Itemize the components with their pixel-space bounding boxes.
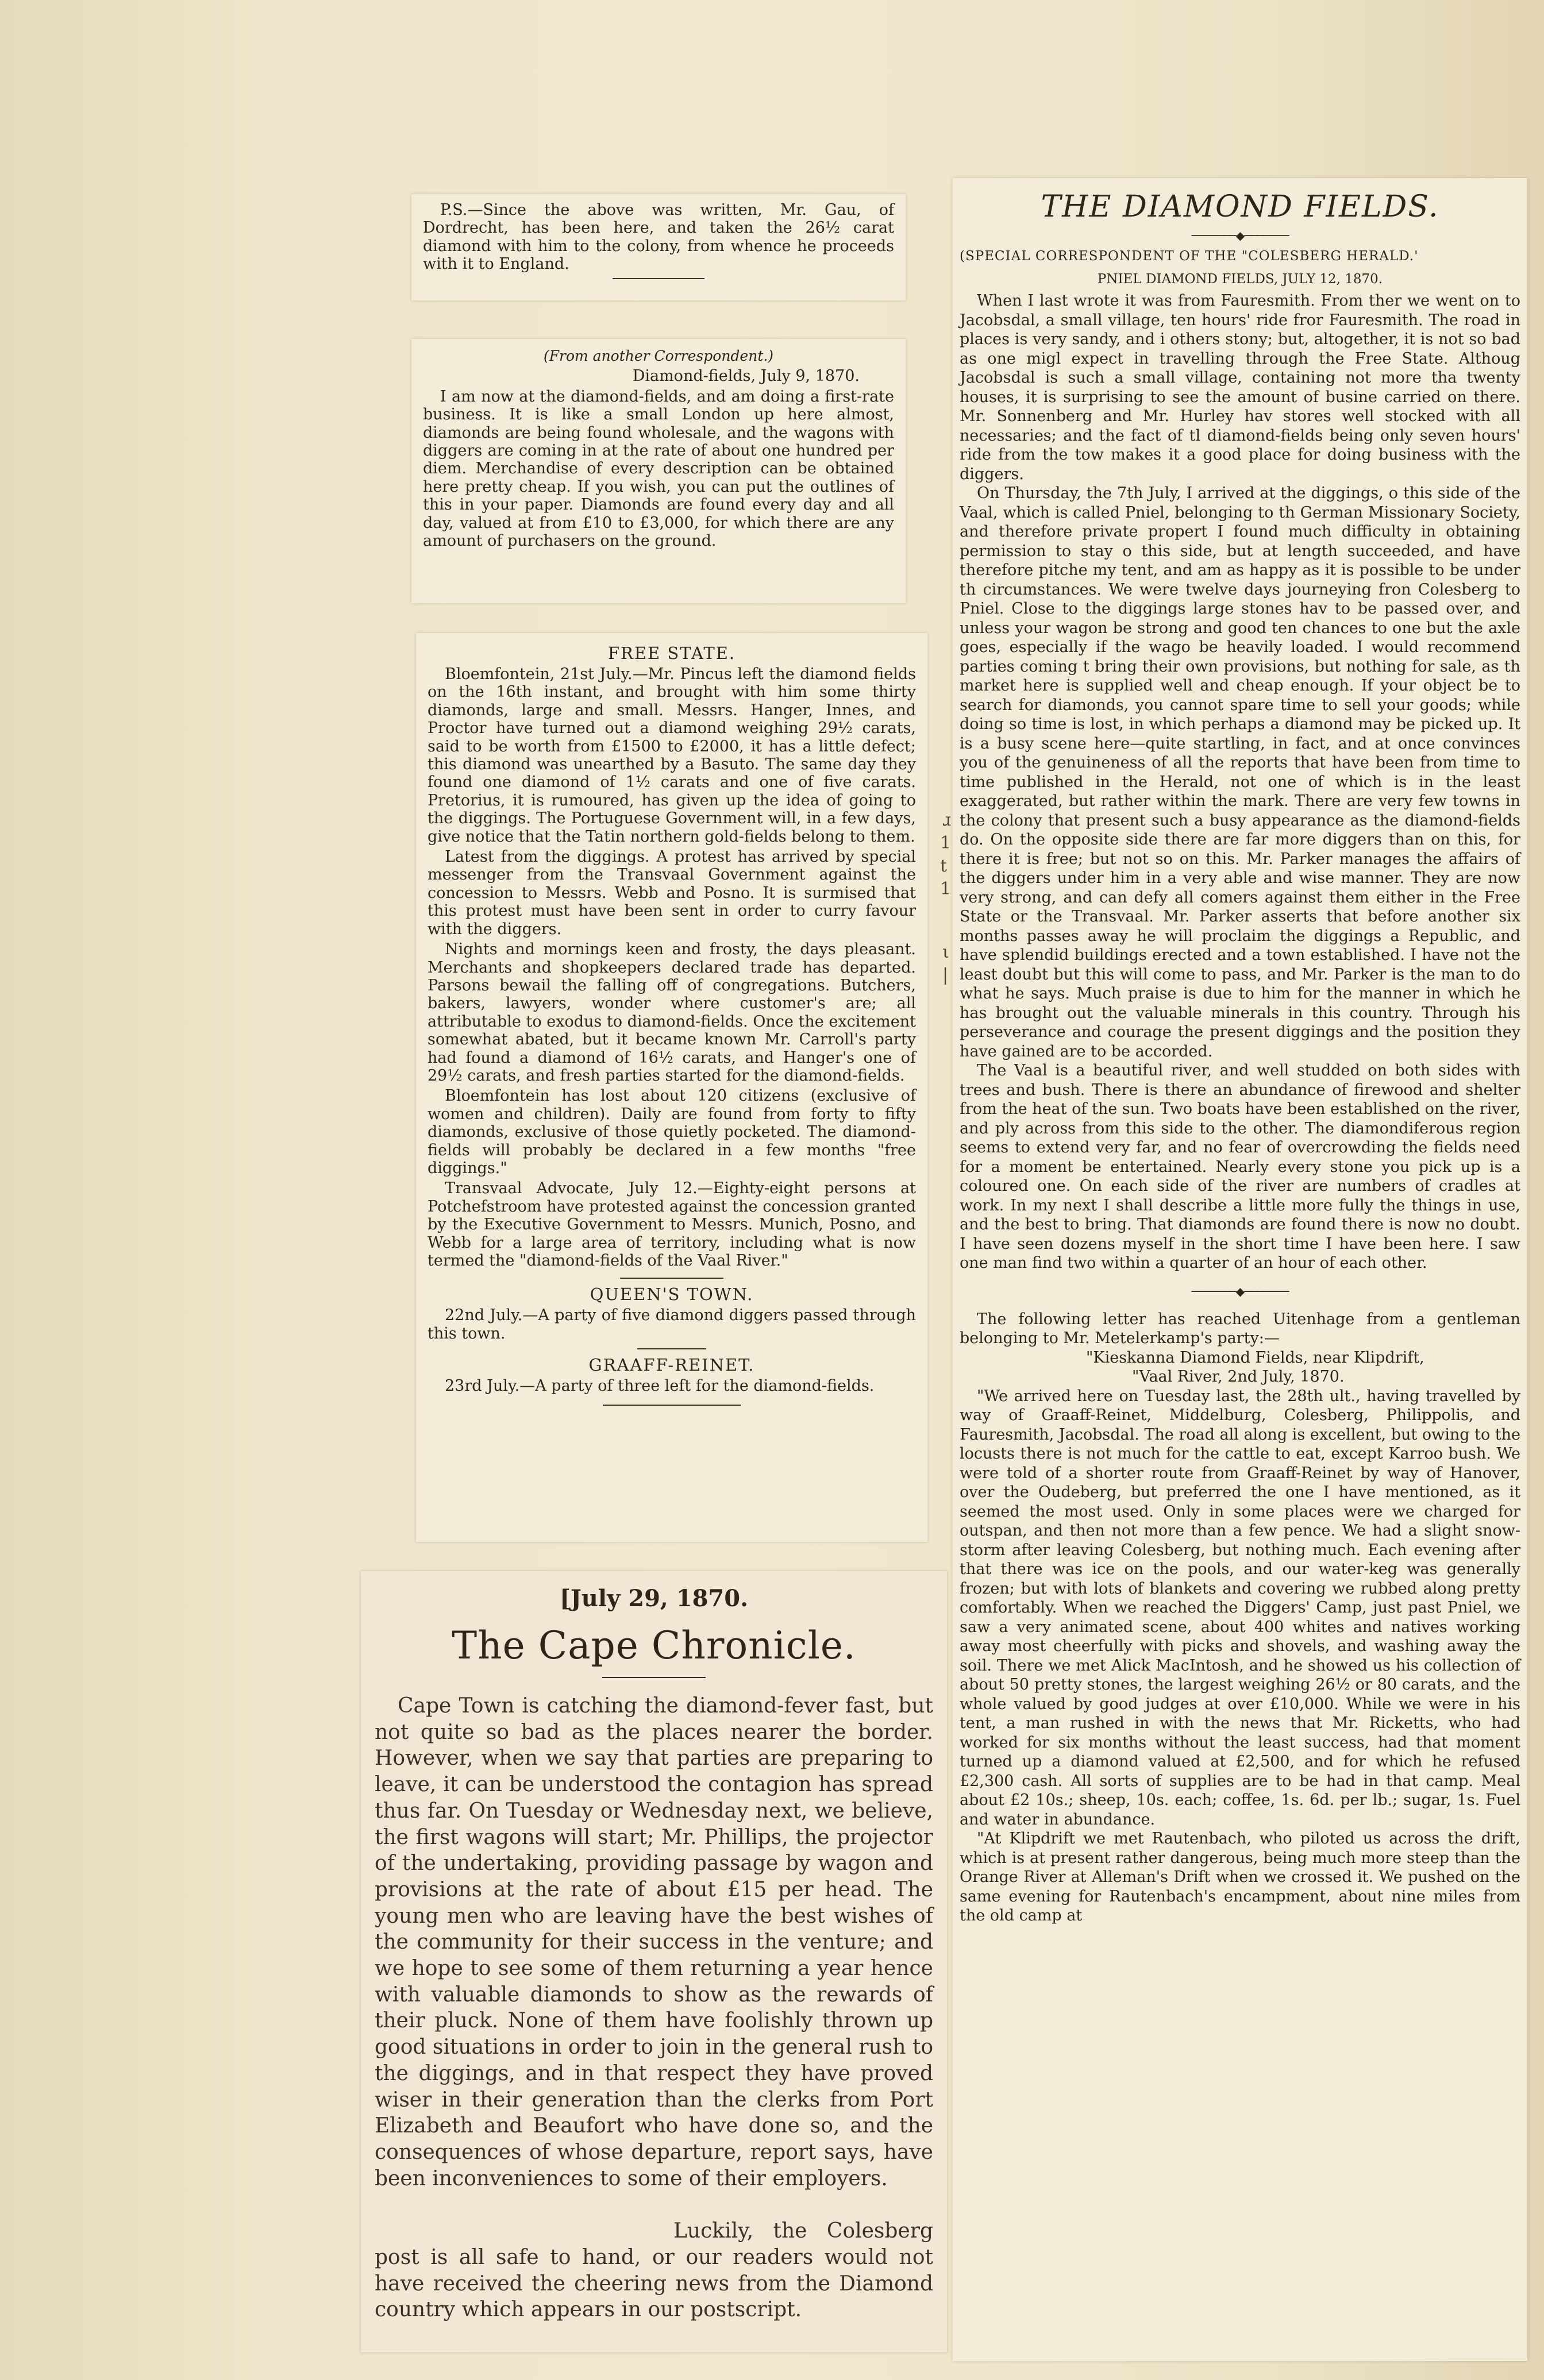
free-state-paragraph: Nights and mornings keen and frosty, the days pleasant. Merchants and shopkeepers declared trade has departed. Parsons bewail the falling off of congregations. Butchers, bakers, lawyers, wonder where customer's are; all attributable to exodus to diamond-fields. Once the excitement somewhat abated, but it became known Mr. Carroll's party had found a diamond of 16½ carats, and Hanger's one of 29½ carats, and fresh parties started for the diamond-fields. (428, 940, 916, 1085)
diamond-fields-dateline: PNIEL DIAMOND FIELDS, JULY 12, 1870. (1097, 271, 1383, 287)
diamond-fields-title: THE DIAMOND FIELDS. (1041, 190, 1439, 224)
diamond-ornament: ───────◆─────── (1191, 229, 1289, 242)
ps-text: P.S.—Since the above was written, Mr. Gau, of Dordrecht, has been here, and taken the 26½ carat diamond with him to the colony, from whence he proceeds with it to England. (423, 201, 894, 273)
chronicle-date: [July 29, 1870. (559, 1585, 749, 1612)
divider (603, 1405, 741, 1406)
margin-mark: ι (942, 942, 949, 962)
diamond-ornament: ───────◆─────── (1191, 1284, 1289, 1298)
free-state-clipping (416, 633, 927, 1542)
free-state-paragraph: Bloemfontein, 21st July.—Mr. Pincus left the diamond fields on the 16th instant, and brought with him some thirty diamonds, large and small. Messrs. Hanger, Innes, and Proctor have turned out a diamond weighing 29½ carats, said to be worth from £1500 to £2000, it has a little defect; this diamond was unearthed by a Basuto. The same day they found one diamond of 1½ carats and one of five carats. Pretorius, it is rumoured, has given up the idea of going to the diggings. The Portuguese Government will, in a few days, give notice that the Tatin northern gold-fields belong to them. (428, 665, 916, 846)
graaff-reinet-text: 23rd July.—A party of three left for the diamond-fields. (445, 1377, 875, 1395)
divider (620, 1278, 723, 1279)
margin-mark: 1 (940, 879, 952, 899)
correspondent-clipping (411, 339, 906, 603)
graaff-reinet-heading: GRAAFF-REINET. (588, 1355, 755, 1375)
chronicle-paragraph: Cape Town is catching the diamond-fever fast, but not quite so bad as the places nearer the border. However, when we say that parties are preparing to leave, it can be understood the contagion has spread thus far. On Tuesday or Wednesday next, we believe, the first wagons will start; Mr. Phillips, the projector of the undertaking, providing passage by wagon and provisions at the rate of about £15 per head. The young men who are leaving have the best wishes of the community for their success in the venture; and we hope to see some of them returning a year hence with valuable diamonds to show as the rewards of their pluck. None of them have foolishly thrown up good situations in order to join in the general rush to the diggings, and in that respect they have proved wiser in their generation than the clerks from Port Elizabeth and Beaufort who have done so, and the consequences of whose departure, report says, have been inconveniences to some of their employers. (375, 1694, 933, 2190)
margin-mark: | (942, 965, 949, 985)
free-state-paragraph: Latest from the diggings. A protest has arrived by special messenger from the Transvaal Government against the concession to Messrs. Webb and Posno. It is surmised that this protest must have been sent in order to curry favour with the diggers. (428, 848, 916, 938)
letter-paragraph: "We arrived here on Tuesday last, the 28th ult., having travelled by way of Graaff-Reinet, Middelburg, Colesberg, Philippolis, and Fauresmith, Jacobsdal. The road all along is excellent, but owing to the locusts there is not much for the cattle to eat, except Karroo bush. We were told of a shorter route from Graaff-Reinet by way of Hanover, over the Oudeberg, but preferred the one I have mentioned, as it seemed the most used. Only in some places were we charged for outspan, and then not more than a few pence. We had a slight snow-storm after leaving Colesberg, but nothing much. Each evening after that there was ice on the pools, and our water-keg was generally frozen; but with lots of blankets and covering we rubbed along pretty comfortably. When we reached the Diggers' Camp, just past Pniel, we saw a very animated scene, about 400 whites and natives working away most cheerfully with picks and shovels, and washing away the soil. There we met Alick MacIntosh, and he showed us his collection of about 50 pretty stones, the largest weighing 26½ or 80 carats, and the whole valued by good judges at over £10,000. While we were in his tent, a man rushed in with the news that Mr. Ricketts, who had worked for six months without the least success, had that moment turned up a diamond valued at £2,500, and for which he refused £2,300 cash. All sorts of supplies are to be had in that camp. Meal about £2 10s.; sheep, 10s. each; coffee, 1s. 6d. per lb.; sugar, 1s. Fuel and water in abundance. (960, 1387, 1520, 1829)
diamond-fields-paragraph: The Vaal is a beautiful river, and well studded on both sides with trees and bush. There is there an abundance of firewood and shelter from the heat of the sun. Two boats have been established on the river, and ply across from this side to the other. The diamondiferous region seems to extend very far, and no fear of overcrowding the fields need for a moment be entertained. Nearly every stone you pick up is a coloured one. On each side of the river are numbers of cradles at work. In my next I shall describe a little more fully the things in use, and the best to bring. That diamonds are found there is now no doubt. I have seen dozens myself in the short time I have been here. I saw one man find two within a quarter of an hour of each other. (960, 1062, 1520, 1272)
letter-address: "Kieskanna Diamond Fields, near Klipdrift, (1086, 1348, 1424, 1367)
ps-clipping (411, 194, 906, 300)
queens-town-heading: QUEEN'S TOWN. (590, 1284, 754, 1305)
divider (613, 278, 704, 279)
free-state-paragraph: Transvaal Advocate, July 12.—Eighty-eight persons at Potchefstroom have protested against the concession granted by the Executive Government to Messrs. Munich, Posno, and Webb for a large area of territory, including what is now termed the "diamond-fields of the Vaal River." (428, 1179, 916, 1270)
correspondent-heading: (From another Correspondent.) (543, 348, 774, 364)
diamond-fields-paragraph: On Thursday, the 7th July, I arrived at the diggings, o this side of the Vaal, which is called Pniel, belonging to th German Missionary Society, and therefore private propert I found much difficulty in obtaining permission to stay o this side, but at length succeeded, and have therefore pitche my tent, and am as happy as it is possible to be under th circumstances. We were twelve days journeying fron Colesberg to Pniel. Close to the diggings large stones hav to be passed over, and unless your wagon be strong and good ten chances to one but the axle goes, especially if the wago be heavily loaded. I would recommend parties coming t bring their own provisions, but nothing for sale, as th market here is supplied well and cheap enough. If your object be to search for diamonds, you cannot spare time to sell your goods; while doing so time is lost, in which perhaps a diamond may be picked up. It is a busy scene here—quite startling, in fact, and at once convinces you of the genuineness of all the reports that have been from time to time published in the Herald, not one of which is in the least exaggerated, but rather within the mark. There are very few towns in the colony that present such a busy appearance as the diamond-fields do. On the opposite side there are far more diggers than on this, for there it is free; but not so on this. Mr. Parker manages the affairs of the diggers under him in a very able and wise manner. They are now very strong, and can defy all comers against them either in the Free State or the Transvaal. Mr. Parker asserts that before another six months passes away he will proclaim the diggings a Republic, and have splendid buildings erected and a town established. I have not the least doubt but this will come to pass, and Mr. Parker is the man to do what he says. Much praise is due to him for the manner in which he has brought out the valuable minerals in this country. Through his perseverance and courage the present diggings and the position they have gained are to be accorded. (960, 484, 1520, 1060)
queens-town-text: 22nd July.—A party of five diamond diggers passed through this town. (428, 1306, 916, 1343)
chronicle-title: The Cape Chronicle. (452, 1623, 856, 1668)
diamond-fields-subhead: (SPECIAL CORRESPONDENT OF THE "COLESBERG HERALD.' (960, 249, 1419, 264)
free-state-paragraph: Bloemfontein has lost about 120 citizens (exclusive of women and children). Daily are found from forty to fifty diamonds, exclusive of those quietly pocketed. The diamond-fields will probably be declared in a few months "free diggings." (428, 1087, 916, 1177)
margin-mark: 1 (940, 833, 952, 853)
letter-paragraph: "At Klipdrift we met Rautenbach, who piloted us across the drift, which is at present rather dangerous, being much more steep than the Orange River at Alleman's Drift when we crossed it. We pushed on the same evening for Rautenbach's encampment, about nine miles from the old camp at (960, 1830, 1520, 1924)
divider (637, 1348, 706, 1349)
diamond-fields-paragraph: When I last wrote it was from Fauresmith. From ther we went on to Jacobsdal, a small village, ten hours' ride fror Fauresmith. The road in places is very sandy, and i others stony; but, altogether, it is not so bad as one migl expect in travelling through the Free State. Althoug Jacobsdal is such a small village, containing not more tha twenty houses, it is surprising to see the amount of busine carried on there. Mr. Sonnenberg and Mr. Hurley hav stores well stocked with all necessaries; and the fact of tl diamond-fields being only seven hours' ride from the tow makes it a good place for doing business with the diggers. (960, 292, 1520, 483)
divider (602, 1677, 706, 1678)
chronicle-paragraph: Luckily, the Colesberg post is all safe to hand, or our readers would not have received the cheering news from the Diamond country which appears in our postscript. (375, 2219, 933, 2322)
letter-intro: The following letter has reached Uitenhage from a gentleman belonging to Mr. Metelerkamp's party:— (960, 1310, 1520, 1347)
margin-mark: t (940, 856, 948, 876)
margin-mark: ɹ (942, 810, 952, 830)
free-state-heading: FREE STATE. (607, 643, 736, 663)
correspondent-text: I am now at the diamond-fields, and am doing a first-rate business. It is like a small London up here almost, diamonds are being found wholesale, and the wagons with diggers are coming in at the rate of about one hundred per diem. Merchandise of every description can be obtained here pretty cheap. If you wish, you can put the outlines of this in your paper. Diamonds are found every day and all day, valued at from £10 to £3,000, for which there are any amount of purchasers on the ground. (423, 387, 894, 550)
letter-address: "Vaal River, 2nd July, 1870. (1132, 1368, 1345, 1386)
cape-chronicle-clipping (361, 1571, 947, 2352)
correspondent-dateline: Diamond-fields, July 9, 1870. (632, 367, 860, 385)
diamond-fields-clipping (953, 178, 1527, 2361)
